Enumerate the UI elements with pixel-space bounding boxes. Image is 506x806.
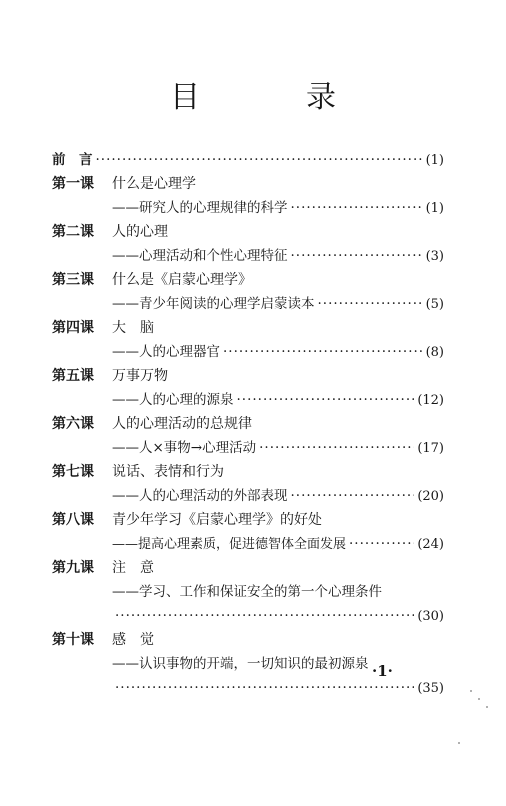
dot-leader: [318, 292, 423, 316]
dot-leader: [237, 388, 415, 412]
page-title: 目 录: [170, 80, 374, 115]
lesson-page: (12): [417, 393, 444, 408]
lesson-title: 什么是《启蒙心理学》: [112, 272, 252, 288]
lesson-subtitle: ——人×事物→心理活动: [112, 440, 257, 456]
footer-page-number: ·1·: [372, 662, 393, 680]
lesson-number: 第五课: [52, 368, 94, 384]
toc-subentry-lesson-6: [52, 436, 444, 460]
lesson-subtitle: ——提高心理素质，促进德智体全面发展: [112, 537, 347, 552]
lesson-page: (1): [425, 201, 444, 216]
lesson-page: (35): [417, 681, 444, 696]
lesson-subtitle: ——认识事物的开端，一切知识的最初源泉: [112, 656, 369, 672]
scan-speck: [470, 690, 472, 692]
dot-leader: [291, 244, 423, 268]
toc-subentry-lesson-2: [52, 244, 444, 268]
toc-subentry-lesson-5: [52, 388, 444, 412]
lesson-subtitle: ——学习、工作和保证安全的第一个心理条件: [112, 584, 382, 600]
lesson-number: 第七课: [52, 464, 94, 480]
lesson-subtitle: ——心理活动和个性心理特征: [112, 248, 288, 264]
toc-subentry-lesson-4: [52, 340, 444, 364]
lesson-title: 注 意: [112, 560, 154, 576]
scan-speck: [458, 742, 460, 744]
toc-subentry-lesson-9-page: [52, 604, 444, 628]
lesson-page: (30): [417, 609, 444, 624]
dot-leader: [349, 532, 414, 556]
lesson-page: (24): [417, 537, 444, 552]
lesson-number: 第八课: [52, 512, 94, 528]
table-of-contents: [52, 148, 444, 700]
lesson-subtitle: ——青少年阅读的心理学启蒙读本: [112, 296, 315, 312]
lesson-title: 青少年学习《启蒙心理学》的好处: [112, 512, 322, 528]
lesson-number: 第十课: [52, 632, 94, 648]
lesson-subtitle: ——人的心理器官: [112, 344, 220, 360]
toc-entry-lesson-3[interactable]: [52, 268, 444, 292]
toc-entry-lesson-8[interactable]: [52, 508, 444, 532]
toc-entry-lesson-9[interactable]: [52, 556, 444, 580]
preface-label: 前 言: [52, 152, 93, 168]
dot-leader: [259, 436, 414, 460]
scan-speck: [486, 706, 488, 708]
toc-subentry-lesson-7: [52, 484, 444, 508]
lesson-page: (3): [425, 249, 444, 264]
lesson-number: 第一课: [52, 176, 94, 192]
lesson-title: 人的心理活动的总规律: [112, 416, 252, 432]
toc-entry-lesson-4[interactable]: [52, 316, 444, 340]
dot-leader: [291, 196, 423, 220]
dot-leader: [115, 676, 414, 700]
toc-subentry-lesson-8: [52, 532, 444, 556]
lesson-title: 什么是心理学: [112, 176, 196, 192]
dot-leader: [96, 148, 423, 172]
scan-speck: [478, 698, 480, 700]
lesson-subtitle: ——人的心理的源泉: [112, 392, 234, 408]
lesson-title: 万事万物: [112, 368, 168, 384]
lesson-number: 第六课: [52, 416, 94, 432]
lesson-subtitle: ——研究人的心理规律的科学: [112, 200, 288, 216]
toc-entry-lesson-7[interactable]: [52, 460, 444, 484]
lesson-subtitle: ——人的心理活动的外部表现: [112, 488, 288, 504]
toc-entry-lesson-6[interactable]: [52, 412, 444, 436]
dot-leader: [223, 340, 423, 364]
dot-leader: [291, 484, 415, 508]
lesson-page: (5): [425, 297, 444, 312]
lesson-page: (8): [425, 345, 444, 360]
toc-subentry-lesson-1: [52, 196, 444, 220]
lesson-title: 人的心理: [112, 224, 168, 240]
lesson-title: 感 觉: [112, 632, 154, 648]
toc-entry-lesson-10[interactable]: [52, 628, 444, 652]
preface-page: (1): [425, 153, 444, 168]
toc-subentry-lesson-9: [52, 580, 444, 604]
toc-entry-lesson-2[interactable]: [52, 220, 444, 244]
lesson-title: 说话、表情和行为: [112, 464, 224, 480]
toc-entry-lesson-1[interactable]: [52, 172, 444, 196]
dot-leader: [115, 604, 414, 628]
toc-entry-lesson-5[interactable]: [52, 364, 444, 388]
lesson-page: (20): [417, 489, 444, 504]
lesson-number: 第四课: [52, 320, 94, 336]
toc-entry-preface[interactable]: [52, 148, 444, 172]
lesson-page: (17): [417, 441, 444, 456]
toc-subentry-lesson-3: [52, 292, 444, 316]
lesson-number: 第二课: [52, 224, 94, 240]
lesson-title: 大 脑: [112, 320, 154, 336]
lesson-number: 第九课: [52, 560, 94, 576]
lesson-number: 第三课: [52, 272, 94, 288]
